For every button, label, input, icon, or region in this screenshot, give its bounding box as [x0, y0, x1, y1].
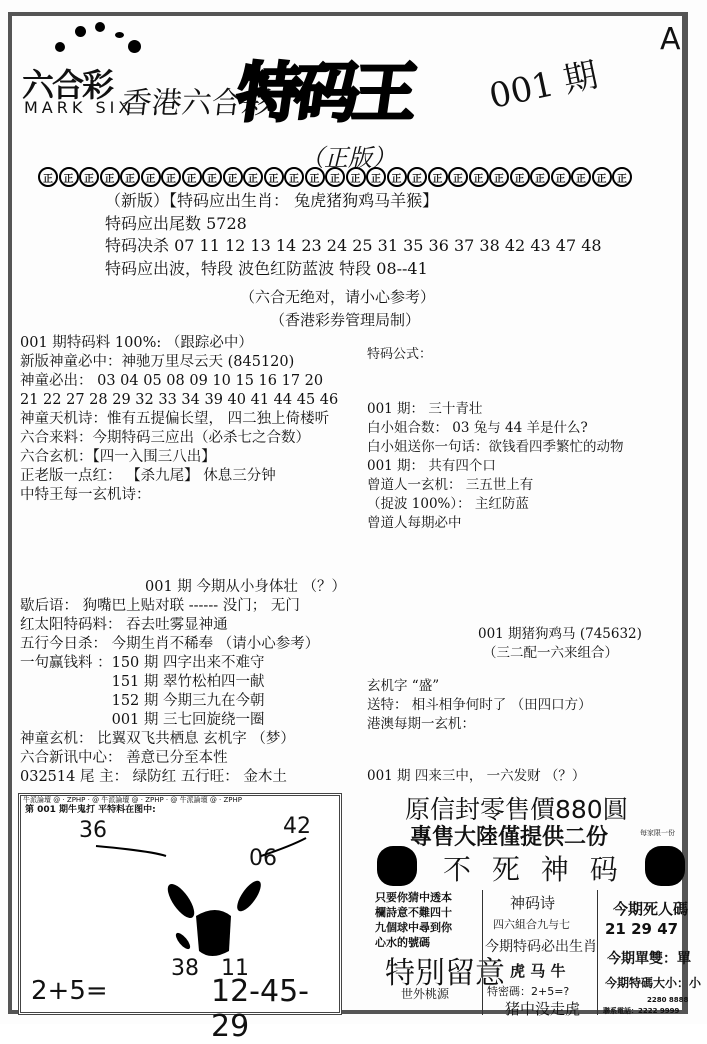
text-line: 中特王每一玄机诗： [20, 487, 151, 503]
ad-zodiac: 虎 马 牛 [510, 962, 566, 980]
zheng-seal-icon: 正 [59, 167, 79, 187]
version-label: （正版） [300, 144, 396, 172]
text-line: 001 期： 共有四个口 [367, 458, 496, 474]
picture-number: 36 [79, 818, 107, 843]
text-line: 白小姐送你一句话：欲钱看四季繁忙的动物 [367, 439, 624, 455]
issue-number: 001 期 [485, 54, 602, 117]
main-line-zodiac: （新版）【特码应出生肖： 兔虎猪狗鸡马羊猴】 [105, 191, 439, 210]
text-line: 神童天机诗：惟有五提偏长望， 四二独上倚楼听 [20, 411, 330, 427]
zheng-seal-icon: 正 [346, 167, 366, 187]
zheng-seal-icon: 正 [223, 167, 243, 187]
flower-icon [377, 846, 417, 886]
picture-border-text: 牛派論壇 @ · ZPHP · @ 牛派論壇 @ · ZPHP · @ 牛派論壇 @ · ZPHP [23, 796, 243, 804]
text-line: 欄詩意不難四十 [375, 906, 452, 919]
zheng-seal-icon: 正 [510, 167, 530, 187]
left-top-column [20, 334, 338, 505]
right-bottom-heading: 001 期猪狗鸡马 (745632) [478, 626, 642, 642]
main-line-tail: 特码应出尾数 5728 [105, 213, 247, 233]
text-line: 032514 尾 主： 绿防红 五行旺： 金木土 [20, 769, 287, 785]
zheng-seal-icon: 正 [448, 167, 468, 187]
ad-odd-even: 今期單雙：單 [607, 951, 691, 967]
main-block [105, 190, 602, 280]
ad-dead-title: 今期死人碼 [613, 900, 689, 918]
zheng-seal-icon: 正 [243, 167, 263, 187]
riddle-picture [18, 793, 342, 1044]
ad-secret: 特密碼：2+5=? [487, 985, 570, 998]
text-line: 新版神童必中：神驰万里尽云天 (845120) [20, 354, 295, 370]
disclaimer-note: （六合无绝对，请小心参考） [240, 288, 436, 306]
zheng-seal-icon: 正 [407, 167, 427, 187]
zheng-seal-icon: 正 [428, 167, 448, 187]
ad-brand: 不 死 神 码 [443, 853, 624, 886]
zheng-seal-icon: 正 [161, 167, 181, 187]
text-line: 六合玄机：【四一入围三八出】 [20, 449, 216, 465]
ad-phone: 聯系電話：2222 9999 [603, 1007, 680, 1015]
text-line: 歇后语： 狗嘴巴上贴对联 ------ 没门； 无门 [20, 598, 300, 614]
zheng-seal-icon: 正 [325, 167, 345, 187]
text-line: 151 期 翠竹松柏四一献 [20, 674, 265, 690]
zheng-seal-icon: 正 [79, 167, 99, 187]
ad-poem: 四六組合九与七 [493, 918, 570, 931]
text-line: 六合来料：今期特码三应出（必杀七之合数） [20, 430, 310, 446]
divider [597, 890, 598, 1015]
text-line: 送特： 相斗相争何时了 （田四口方） [367, 697, 592, 713]
zheng-seal-icon: 正 [38, 167, 58, 187]
text-line: 一句赢钱料 ：150 期 四字出来不难守 [20, 655, 265, 671]
ad-poem-title: 神码诗 [510, 894, 556, 912]
text-line: 红太阳特码料： 吞去吐雾显神通 [20, 617, 228, 633]
zheng-seal-icon: 正 [612, 167, 632, 187]
picture-formula: 2+5= [31, 976, 108, 1006]
zheng-seal-icon: 正 [305, 167, 325, 187]
text-line: 001 期 三七回旋绕一圈 [20, 712, 265, 728]
text-line: 曾道人一玄机： 三五世上有 [367, 477, 534, 493]
ad-price: 原信封零售價880圓 [405, 795, 628, 824]
text-line: 曾道人每期必中 [367, 515, 462, 531]
ad-phone: 2280 8888 [647, 996, 689, 1004]
text-line: 五行今日杀： 今期生肖不稀奉 （请小心参考） [20, 636, 320, 652]
ad-attention-sub: 世外桃源 [401, 987, 450, 1001]
issuer-note: （香港彩券管理局制） [270, 311, 421, 329]
ad-zodiac-title: 今期特码必出生肖 [485, 939, 597, 955]
edition-letter: A [660, 22, 681, 57]
zheng-seal-icon: 正 [571, 167, 591, 187]
text-line: 只要你猜中透本 [375, 891, 452, 904]
picture-number: 06 [249, 846, 277, 871]
ad-bottom-mid: 猪中没走虎 [505, 1000, 581, 1018]
main-line-wave: 特码应出波，特段 波色红防蓝波 特段 08--41 [105, 258, 428, 278]
ad-size: 今期特碼大小：小 [605, 976, 702, 990]
right-bottom-footer: 001 期 四来三中， 一六发财 （？） [367, 768, 586, 784]
zheng-seal-icon: 正 [387, 167, 407, 187]
header-title: 特码王 [231, 57, 417, 131]
zheng-seal-icon: 正 [182, 167, 202, 187]
zheng-seal-icon: 正 [530, 167, 550, 187]
picture-result: 12-45-29 [211, 974, 309, 1044]
ad-left-text [375, 890, 452, 950]
left-bottom-heading: 001 期 今期从小身体壮 （？） [145, 579, 347, 595]
zheng-seal-icon: 正 [202, 167, 222, 187]
right-bottom-subheading: （三二配一六来组合） [483, 645, 618, 661]
text-line: 心水的號碼 [375, 936, 430, 949]
ad-offer: 專售大陸僅提供二份 [410, 825, 609, 850]
logo-chinese: 六合彩 [22, 66, 113, 104]
text-line: 152 期 今期三九在今朝 [20, 693, 265, 709]
header-subtitle: 香港六合彩 [119, 86, 274, 121]
zheng-seal-icon: 正 [264, 167, 284, 187]
text-line: 神童玄机： 比翼双飞共栖息 玄机字 （梦） [20, 731, 295, 747]
seal-row [38, 167, 632, 187]
picture-number: 11 [221, 956, 249, 981]
picture-number: 38 [171, 956, 199, 981]
text-line: 港澳每期一玄机： [367, 716, 475, 732]
picture-number: 42 [283, 814, 311, 839]
formula-label: 特码公式： [367, 347, 433, 362]
text-line: 001 期： 三十青壮 [367, 401, 483, 417]
text-line: （捉波 100%）： 主红防蓝 [367, 496, 529, 512]
logo-english: MARK SIX [24, 98, 134, 117]
text-line: 正老版一点红： 【杀九尾】 休息三分钟 [20, 468, 276, 484]
text-line: 001 期特码料 100%: （跟踪必中） [20, 335, 253, 351]
picture-caption: 第 001 期牛鬼打 平特料在图中: [25, 805, 156, 815]
text-line: 九個球中尋到你 [375, 921, 452, 934]
zheng-seal-icon: 正 [284, 167, 304, 187]
zheng-seal-icon: 正 [551, 167, 571, 187]
left-bottom-column [20, 597, 319, 787]
text-line: 六合新讯中心： 善意已分至本性 [20, 750, 228, 766]
right-bottom-column [367, 677, 592, 734]
ad-dead-numbers: 21 29 47 [605, 920, 679, 938]
zheng-seal-icon: 正 [366, 167, 386, 187]
zheng-seal-icon: 正 [592, 167, 612, 187]
ad-attention: 特別留意 [385, 956, 505, 991]
zheng-seal-icon: 正 [120, 167, 140, 187]
main-line-kill: 特码决杀 07 11 12 13 14 23 24 25 31 35 36 37 38 42 43 47 48 [105, 236, 602, 255]
flower-icon [645, 846, 685, 886]
text-line: 21 22 27 28 29 32 33 34 39 40 41 44 45 46 [20, 392, 339, 408]
zheng-seal-icon: 正 [489, 167, 509, 187]
text-line: 神童必出： 03 04 05 08 09 10 15 16 17 20 [20, 373, 324, 389]
ox-head-icon [91, 826, 311, 976]
ad-note: 每家限一份 [640, 829, 675, 837]
text-line: 玄机字 “盛” [367, 678, 440, 694]
zheng-seal-icon: 正 [469, 167, 489, 187]
zheng-seal-icon: 正 [100, 167, 120, 187]
advertisement [365, 788, 702, 1018]
divider [482, 890, 483, 1015]
text-line: 白小姐合数： 03 兔与 44 羊是什么? [367, 420, 588, 436]
right-top-column [367, 400, 624, 533]
zheng-seal-icon: 正 [141, 167, 161, 187]
